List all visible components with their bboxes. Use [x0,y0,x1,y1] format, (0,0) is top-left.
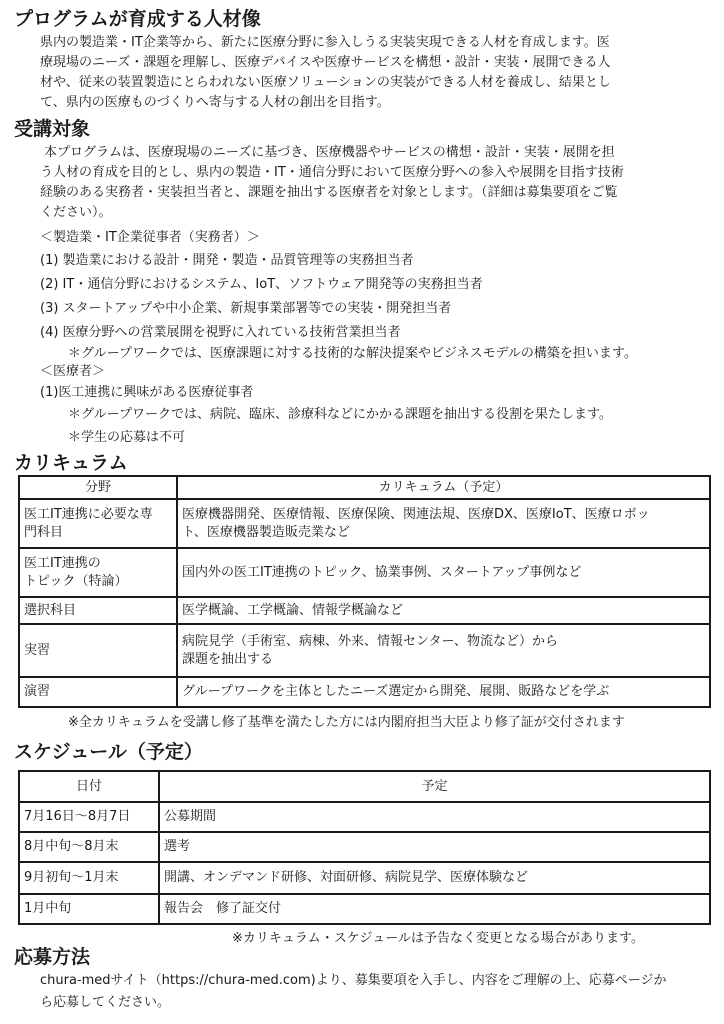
curriculum-content [177,677,710,707]
curriculum-header-content: カリキュラム（予定） [177,476,710,499]
curriculum-content [177,548,710,597]
target-line-3: 経験のある実務者・実装担当者と、課題を抽出する医療者を対象とします。（詳細は募集要項をご覧 [40,185,618,200]
schedule-plan: 公募期間 [159,802,710,832]
schedule-date: 7月16日～8月7日 [19,802,159,832]
heading-target-participants: 受講対象 [14,118,91,140]
table-row [19,802,710,832]
curriculum-field [19,548,177,597]
heading-curriculum: カリキュラム [14,452,128,474]
table-row [19,862,710,894]
curriculum-note: ※全カリキュラムを受講し修了基準を満たした方には内閣府担当大臣より修了証が交付されます [68,715,625,730]
table-row [19,548,710,597]
curriculum-field [19,624,177,677]
curriculum-field-line: 医工IT連携に必要な専 [24,506,153,522]
schedule-plan: 報告会 修了証交付 [159,894,710,924]
application-line-2: ら応募してください。 [40,995,171,1010]
curriculum-content [177,597,710,624]
schedule-header-date: 日付 [19,771,159,802]
group-medical-title: ＜医療者＞ [40,364,106,379]
schedule-date: 1月中旬 [19,894,159,924]
table-row [19,677,710,707]
schedule-plan: 選考 [159,832,710,862]
group-medical-note-1: ＊グループワークでは、病院、臨床、診療科などにかかる課題を抽出する役割を果たします。 [68,407,612,422]
table-row [19,499,710,548]
target-line-4: ください）。 [40,205,112,220]
group-medical-item-1: (1)医工連携に興味がある医療従事者 [40,385,254,400]
schedule-table [18,770,711,925]
curriculum-header-row [19,476,710,499]
group-medical-note-2: ＊学生の応募は不可 [68,430,186,445]
group-industry-item-3: (3) スタートアップや中小企業、新規事業部署等での実装・開発担当者 [40,301,452,316]
curriculum-content-line: ト、医療機器製造販売業など [182,524,350,540]
heading-schedule: スケジュール（予定） [14,741,203,763]
curriculum-content-line: 課題を抽出する [182,651,274,667]
curriculum-field [19,499,177,548]
curriculum-content-line: 医学概論、工学概論、情報学概論など [182,602,404,618]
curriculum-content-line: 病院見学（手術室、病棟、外来、情報センター、物流など）から [182,633,558,649]
application-line-1: chura-medサイト（https://chura-med.com)より、募集要項を入手し、内容をご理解の上、応募ページか [40,973,667,988]
table-row [19,624,710,677]
heading-application: 応募方法 [14,946,91,968]
group-industry-item-1: (1) 製造業における設計・開発・製造・品質管理等の実務担当者 [40,253,414,268]
talent-profile-line-3: 材や、従来の装置製造にとらわれない医療ソリューションの実装ができる人材を養成し、結果とし [40,75,611,90]
group-industry-title: ＜製造業・IT企業従事者（実務者）＞ [40,230,260,245]
curriculum-field-line: トピック（特論） [24,573,128,589]
curriculum-field [19,677,177,707]
group-industry-item-4: (4) 医療分野への営業展開を視野に入れている技術営業担当者 [40,325,401,340]
table-row [19,832,710,862]
group-industry-note: ＊グループワークでは、医療課題に対する技術的な解決提案やビジネスモデルの構築を担います。 [68,346,637,361]
schedule-note: ※カリキュラム・スケジュールは予告なく変更となる場合があります。 [232,931,644,946]
curriculum-content [177,624,710,677]
schedule-header-row [19,771,710,802]
talent-profile-line-1: 県内の製造業・IT企業等から、新たに医療分野に参入しうる実装実現できる人材を育成します。医 [40,35,610,50]
heading-talent-profile: プログラムが育成する人材像 [14,8,261,30]
schedule-plan: 開講、オンデマンド研修、対面研修、病院見学、医療体験など [159,862,710,894]
schedule-date: 9月初旬～1月末 [19,862,159,894]
curriculum-content [177,499,710,548]
target-line-1: 本プログラムは、医療現場のニーズに基づき、医療機器やサービスの構想・設計・実装・展開を担 [44,145,615,160]
curriculum-content-line: グループワークを主体としたニーズ選定から開発、展開、販路などを学ぶ [182,684,610,699]
curriculum-field [19,597,177,624]
talent-profile-line-4: て、県内の医療ものづくりへ寄与する人材の創出を目指す。 [40,95,390,110]
curriculum-field-line: 選択科目 [24,602,77,618]
table-row [19,894,710,924]
curriculum-content-line: 国内外の医工IT連携のトピック、協業事例、スタートアップ事例など [182,564,582,580]
table-row [19,597,710,624]
curriculum-field-line: 演習 [24,684,51,699]
schedule-header-plan: 予定 [159,771,710,802]
curriculum-table [18,475,711,708]
schedule-date: 8月中旬～8月末 [19,832,159,862]
curriculum-field-line: 実習 [24,642,51,658]
talent-profile-line-2: 療現場のニーズ・課題を理解し、医療デバイスや医療サービスを構想・設計・実装・展開できる人 [40,55,611,70]
curriculum-field-line: 医工IT連携の [24,555,101,571]
curriculum-header-field: 分野 [19,476,177,499]
target-line-2: う人材の育成を目的とし、県内の製造・IT・通信分野において医療分野への参入や展開を目指す技術 [40,165,624,180]
curriculum-content-line: 医療機器開発、医療情報、医療保険、関連法規、医療DX、医療IoT、医療ロボッ [182,506,650,522]
curriculum-field-line: 門科目 [24,524,64,540]
group-industry-item-2: (2) IT・通信分野におけるシステム、IoT、ソフトウェア開発等の実務担当者 [40,277,483,292]
